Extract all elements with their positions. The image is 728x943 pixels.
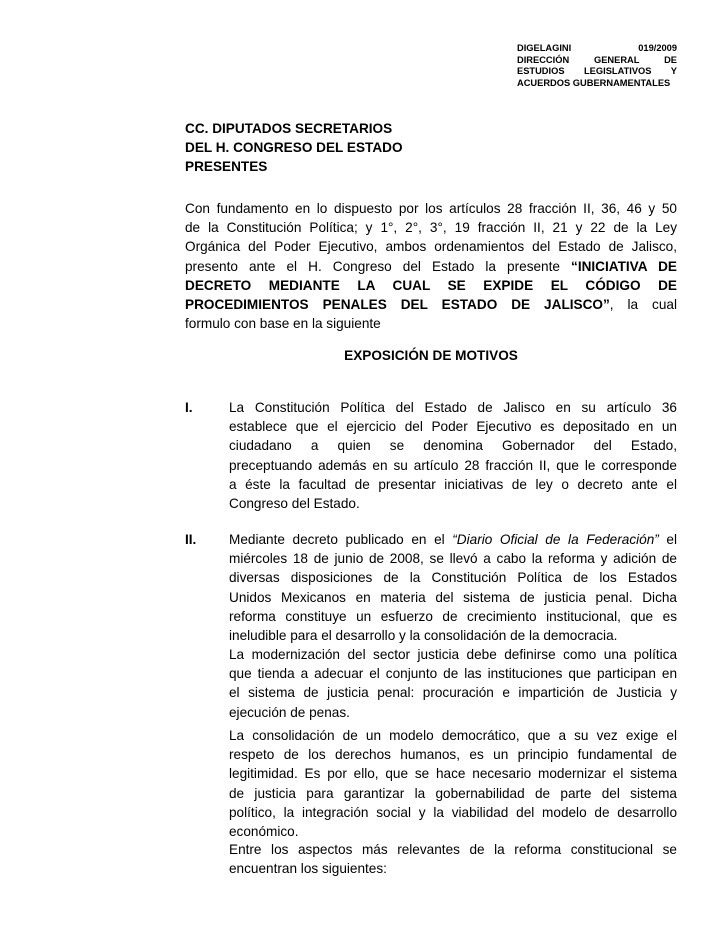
item-2-paragraph-2 bbox=[229, 645, 677, 722]
item-1-body bbox=[229, 398, 677, 513]
department-line-2: ESTUDIOS LEGISLATIVOS Y bbox=[517, 66, 677, 76]
intro-text: , la cual bbox=[609, 297, 677, 313]
paragraph-line: ciudadano a quien se denomina Gobernador del Estado, bbox=[229, 438, 677, 454]
intro-line: Orgánica del Poder Ejecutivo, ambos ordenamientos del Estado de Jalisco, bbox=[185, 239, 677, 255]
initiative-title-start: “INICIATIVA DE bbox=[571, 258, 677, 274]
initiative-title-end: PROCEDIMIENTOS PENALES DEL ESTADO DE JALISCO” bbox=[185, 297, 610, 313]
paragraph-line: legitimidad. Es por ello, que se hace necesario modernizar el sistema bbox=[229, 766, 677, 782]
paragraph-line: económico. bbox=[229, 824, 299, 840]
intro-text: presento ante el H. Congreso del Estado la presente bbox=[185, 258, 572, 274]
paragraph-line: Entre los aspectos más relevantes de la reforma constitucional se bbox=[229, 842, 677, 857]
paragraph-line: establece que el ejercicio del Poder Ejecutivo es depositado en un bbox=[229, 419, 677, 435]
document-reference-header bbox=[517, 43, 677, 89]
paragraph-line: ineludible para el desarrollo y la consolidación de la democracia. bbox=[229, 628, 618, 644]
paragraph-line: La consolidación de un modelo democrático, que a su vez exige el bbox=[229, 728, 677, 743]
department-line-3: ACUERDOS GUBERNAMENTALES bbox=[517, 77, 671, 88]
paragraph-line: político, la integración social y la viabilidad del modelo de desarrollo bbox=[229, 804, 677, 820]
paragraph-line: ejecución de penas. bbox=[229, 704, 350, 720]
paragraph-line: Congreso del Estado. bbox=[229, 496, 360, 512]
paragraph-line: de justicia para garantizar la gobernabilidad de parte del sistema bbox=[229, 785, 677, 801]
intro-line: formulo con base en la siguiente bbox=[185, 316, 381, 332]
addressee-line-1: CC. DIPUTADOS SECRETARIOS bbox=[185, 121, 393, 136]
addressee-block bbox=[185, 119, 403, 176]
paragraph-line: diversas disposiciones de la Constitución Política de los Estados bbox=[229, 570, 677, 586]
initiative-title-line: DECRETO MEDIANTE LA CUAL SE EXPIDE EL CÓDIGO DE bbox=[185, 277, 677, 293]
item-number-1: I. bbox=[185, 400, 193, 415]
paragraph-line: preceptuando además en su artículo 28 fracción II, que le corresponde bbox=[229, 457, 677, 473]
paragraph-line: Unidos Mexicanos en materia del sistema de justicia penal. Dicha bbox=[229, 589, 677, 605]
paragraph-line: que tienda a adecuar el conjunto de las instituciones que participan en bbox=[229, 666, 677, 682]
paragraph-line: el sistema de justicia penal: procuración e impartición de Justicia y bbox=[229, 685, 677, 701]
paragraph-line: encuentran los siguientes: bbox=[229, 861, 387, 877]
item-2-paragraph-1 bbox=[229, 530, 677, 645]
paragraph-line: miércoles 18 de junio de 2008, se llevó a cabo la reforma y adición de bbox=[229, 551, 677, 567]
item-number-2: II. bbox=[185, 532, 197, 547]
addressee-line-3: PRESENTES bbox=[185, 159, 268, 174]
intro-line bbox=[185, 257, 677, 276]
intro-line bbox=[185, 295, 677, 314]
intro-paragraph bbox=[185, 199, 677, 333]
paragraph-line bbox=[229, 530, 677, 549]
paragraph-line: reforma constituye un esfuerzo de crecimiento institucional, que es bbox=[229, 608, 677, 624]
paragraph-text: Mediante decreto publicado en el bbox=[229, 532, 453, 547]
publication-name: “Diario Oficial de la Federación” bbox=[452, 532, 659, 547]
section-title: EXPOSICIÓN DE MOTIVOS bbox=[344, 348, 518, 363]
reference-code: DIGELAGINI 019/2009 bbox=[517, 43, 677, 53]
paragraph-line: a éste la facultad de presentar iniciativas de ley o decreto ante el bbox=[229, 476, 677, 492]
paragraph-text: el bbox=[658, 532, 677, 547]
item-2-paragraph-3 bbox=[229, 726, 677, 841]
item-2-paragraph-4 bbox=[229, 840, 677, 878]
paragraph-line: respeto de los derechos humanos, es un principio fundamental de bbox=[229, 747, 677, 763]
department-line-1: DIRECCIÓN GENERAL DE bbox=[517, 54, 677, 65]
addressee-line-2: DEL H. CONGRESO DEL ESTADO bbox=[185, 140, 403, 155]
intro-line: Con fundamento en lo dispuesto por los artículos 28 fracción II, 36, 46 y 50 bbox=[185, 201, 677, 216]
paragraph-line: La modernización del sector justicia debe definirse como una política bbox=[229, 647, 677, 662]
intro-line: de la Constitución Política; y 1°, 2°, 3°, 19 fracción II, 21 y 22 de la Ley bbox=[185, 220, 677, 236]
paragraph-line: La Constitución Política del Estado de Jalisco en su artículo 36 bbox=[229, 400, 677, 415]
